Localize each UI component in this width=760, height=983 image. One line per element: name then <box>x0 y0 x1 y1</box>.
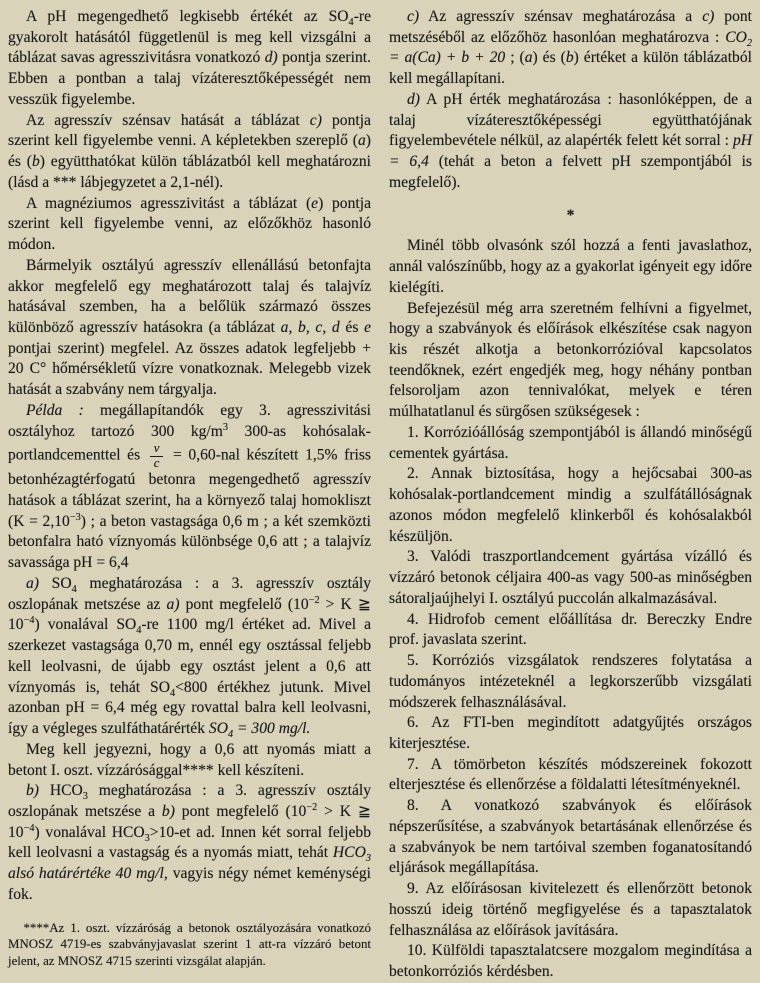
text-run: = 300 mg/l. <box>233 720 311 738</box>
paragraph <box>389 236 752 298</box>
text-run: A pH érték meghatározása : hasonlóképpen, de a talaj vízáteresztőképességi együtthatójának figyelembevétele nélkül, az alapérték felett két sorral : <box>389 90 752 150</box>
text-run: 4 <box>169 687 176 699</box>
text-run: Példa : <box>25 401 84 419</box>
text-run: >10-et ad. Innen két sorral feljebb kell leolvasni a vastagság és a nyomás miatt, tehát <box>8 823 371 862</box>
paragraph <box>389 651 752 713</box>
paragraph <box>8 740 371 781</box>
paragraph <box>8 781 371 905</box>
paragraph <box>389 299 752 423</box>
paragraph <box>389 755 752 796</box>
paragraph <box>389 423 752 464</box>
text-run: ****Az 1. oszt. vízzáróság a betonok osztályozására vonatkozó MNOSZ 4719-es szabványjavaslat szerint 1 att-ra vízzáró betont jelent, az MNOSZ 4715 szerinti vizsgálat alapján. <box>8 920 371 968</box>
left-column-body <box>8 7 371 906</box>
text-run: a, b, c, d <box>280 319 340 337</box>
text-run: 3 <box>222 421 229 433</box>
text-run: −2 <box>306 801 318 813</box>
paragraph <box>389 464 752 547</box>
text-run: ) és ( <box>532 49 566 67</box>
text-run: 5. Korróziós vizsgálatok rendszeres folytatása a tudományos intézeteknél a legkorszerűbb vizsgálati módszerek felhasználásával. <box>389 652 752 711</box>
text-run: ) vonalával HCO <box>34 823 145 841</box>
text-run: pH = 6,4 <box>389 132 752 171</box>
text-run: 3. Valódi traszportlandcement gyártása vízálló és vízzáró betonok céljaira 400-as vagy 500-as minőségben sátoraljaújhelyi I. osztályú puccolán alkalmazásával. <box>389 548 752 607</box>
text-run: Bármelyik osztályú agresszív ellenállású betonfajta akkor megfelelő egy meghatározott talaj és talajvíz hatásával szemben, ha a belőlük származó összes különböző agresszív hatásokra (a táblázat <box>8 256 371 337</box>
text-run: CO <box>725 28 747 46</box>
text-run: > K ≧ 10 <box>8 803 371 841</box>
text-run: e <box>311 194 319 212</box>
text-run: 4 <box>136 625 142 637</box>
text-run: ; ( <box>505 49 525 67</box>
text-run: b <box>565 49 574 67</box>
paragraph <box>389 547 752 609</box>
paragraph <box>389 90 752 194</box>
text-run: −4 <box>23 615 35 627</box>
text-run: 2. Annak biztosítása, hogy a hejőcsabai 300-as kohósalak-portlandcement mindig a szulfátállóságnak azonos módon megfelelő klinkerből és kohósalakból készüljön. <box>389 465 752 545</box>
text-run: 3 <box>82 791 88 803</box>
text-run: a) <box>25 574 39 592</box>
text-run: SO <box>38 574 72 592</box>
text-run: -re gyakorolt hatásától függetlenül is meg kell vizsgálni a táblázat savas agresszivitásra vonatkozó <box>8 8 371 67</box>
text-run: ) értéket a külön táblázatból kell megállapítani. <box>389 49 752 88</box>
text-run: 8. A vonatkozó szabványok és előírások népszerűsítése, a szabványok betartásának ellenőrzése és a szabványok be nem tartóival szemben foganatosítandó eljárások megállapítása. <box>389 797 752 877</box>
section-separator-star: * <box>566 206 575 224</box>
text-run: 4 <box>348 17 354 29</box>
fraction-v-over-c: $\frac{v}{c}$ <box>150 442 164 470</box>
text-run: ) vonalával SO <box>34 616 137 634</box>
text-run: pont megfelelő (10 <box>179 595 309 613</box>
text-run: −3 <box>69 511 81 523</box>
text-run: c) <box>702 8 715 25</box>
text-run: Minél több olvasónk szól hozzá a fenti javaslathoz, annál valószínűbb, hogy az a gyakorlat igényeit egy időre kielégíti. <box>389 237 752 296</box>
text-run: a) <box>166 595 180 613</box>
text-run: A pH megengedhető legkisebb értékét az SO <box>25 8 349 25</box>
text-run: HCO <box>332 844 366 862</box>
text-run: > K ≧ 10 <box>8 595 371 634</box>
text-run: pont metszéséből az előzőhöz hasonlóan meghatározva : <box>389 8 752 46</box>
text-run: Meg kell jegyezni, hogy a 0,6 att nyomás miatt a betont I. oszt. vízzárósággal**** kell készíteni. <box>8 740 371 779</box>
text-run: = 0,60-nal készített 1,5% friss betonhézagtérfogatú betonra megengedhető agresszív hatások a táblázat szerint, ha a környező talaj homokliszt (K = 2,10 <box>8 446 371 530</box>
text-run: pont megfelelő (10 <box>174 803 307 821</box>
text-run: −4 <box>23 822 35 834</box>
text-run: meghatározása : a 3. agresszív osztály oszlopának metszése az <box>8 574 371 613</box>
text-run: vagyis négy német keménységi fok. <box>8 865 371 903</box>
paragraph <box>389 713 752 754</box>
text-run: 1. Korrózióállóság szempontjából is állandó minőségű cementek gyártása. <box>389 423 752 462</box>
text-run: ) ; a beton vastagsága 0,6 m ; a két szemközti betonfalra ható víznyomás különbsége 0,6 att ; a talajvíz savassága pH = 6,4 <box>8 512 371 572</box>
text-run: pontjai szerint) megfelel. Az összes adatok legfeljebb + 20 C° hőmérsékletű vízre vonatkoznak. Melegebb vizek hatását a szabvány nem tárgyalja. <box>8 339 371 399</box>
paragraph <box>8 194 371 256</box>
text-run: 9. Az előírásosan kivitelezett és ellenőrzött betonok hosszú ideig történő megfigyelése és a tapasztalatok felhasználása az előírások javítására. <box>389 880 752 939</box>
text-run: -re 1100 mg/l értéket ad. Mivel a szerkezet vastagsága 0,70 m, ennél egy osztással feljebb kell leolvasni, de újabb egy osztást jelent a 0,6 att víznyomás is, tehát SO <box>8 616 372 696</box>
text-run: SO <box>208 720 228 738</box>
paragraph <box>389 796 752 879</box>
text-run: <800 értékhez jutunk. Mivel azonban pH = 6,4 még egy rovattal balra kell leolvasni, így a végleges szulfáthatárérték <box>8 678 371 738</box>
text-run: −2 <box>308 594 320 606</box>
right-column <box>389 7 753 981</box>
text-run: 300-as kohósalak-portlandcementtel és <box>8 422 371 464</box>
text-run: b) <box>25 782 39 800</box>
text-run: ) együtthatókat külön táblázatból kell meghatározni (lásd a *** lábjegyzetet a 2,1-nél). <box>8 153 371 191</box>
text-run: ) és ( <box>8 132 371 171</box>
paragraph <box>389 941 752 982</box>
paragraph <box>8 7 371 111</box>
paragraph <box>389 610 752 651</box>
text-run: c) <box>309 111 322 129</box>
text-run: b) <box>161 803 175 821</box>
text-run: pontja szerint. Ebben a pontban a talaj vízáteresztőképességét nem vesszük figyelembe. <box>8 49 371 108</box>
text-run: a <box>524 49 533 67</box>
paragraph <box>8 111 371 194</box>
paragraph <box>389 7 752 90</box>
right-column-body <box>389 7 752 983</box>
paragraph <box>8 401 371 574</box>
text-run: 4 <box>71 584 77 596</box>
text-run: 4 <box>227 729 234 741</box>
text-run: Az agresszív szénsav hatását a táblázat <box>25 111 310 129</box>
text-run: a <box>358 132 366 150</box>
text-run: = a(Ca) + b + 20 <box>389 49 506 67</box>
text-run: Az agresszív szénsav meghatározása a <box>419 8 703 25</box>
text-run: ) pontja szerint kell figyelembe venni, az előzőkhöz hasonló módon. <box>8 194 371 254</box>
text-run: és <box>339 319 365 337</box>
text-run: 10. Külföldi tapasztalatcsere mozgalom megindítása a betonkorróziós kérdésben. <box>389 942 752 981</box>
text-run: meghatározása : a 3. agresszív osztály oszlopának metszése a <box>8 782 371 821</box>
text-run: A magnéziumos agresszivitást a táblázat ( <box>25 194 312 212</box>
text-run: alsó határértéke 40 mg/l, <box>8 865 168 883</box>
text-run: d) <box>406 90 420 108</box>
text-run: c) <box>406 8 420 25</box>
text-run: 4. Hidrofob cement előállítása dr. Bereczky Endre prof. javaslata szerint. <box>389 610 752 649</box>
left-column <box>8 7 372 968</box>
text-run: HCO <box>38 782 83 800</box>
text-run: b <box>31 153 40 171</box>
text-run: pontja szerint kell figyelembe venni. A képletekben szereplő ( <box>8 111 371 150</box>
text-run: megállapítandók egy 3. agresszivitási osztályhoz tartozó 300 kg/m <box>8 401 371 440</box>
text-run: (tehát a beton a felvett pH szempontjából is megfelelő). <box>389 153 753 191</box>
text-run: Befejezésül még arra szeretném felhívni a figyelmet, hogy a szabványok és előírások elkészítése csak nagyon kis részét alkotja a betonkorrózióval kapcsolatos teendőknek, ezért engedjék meg, hogy néhány pontban felsoroljam azon tennivalókat, melyek e téren múlhatatlanul és sürgősen szükségesek : <box>389 299 752 421</box>
text-run: 3 <box>144 832 150 844</box>
text-run: 2 <box>746 37 752 49</box>
paragraph <box>8 574 371 740</box>
paragraph <box>8 256 371 401</box>
text-run: e <box>364 319 372 337</box>
text-run: 3 <box>365 853 371 865</box>
footnote <box>8 920 371 970</box>
paragraph <box>389 879 752 941</box>
text-run: 6. Az FTI-ben megindított adatgyűjtés országos kiterjesztése. <box>389 714 752 752</box>
text-run: 7. A tömörbeton készítés módszereinek fokozott elterjesztése és ellenőrzése a földalatti létesítményeknél. <box>389 755 752 794</box>
text-run: d) <box>264 49 278 67</box>
